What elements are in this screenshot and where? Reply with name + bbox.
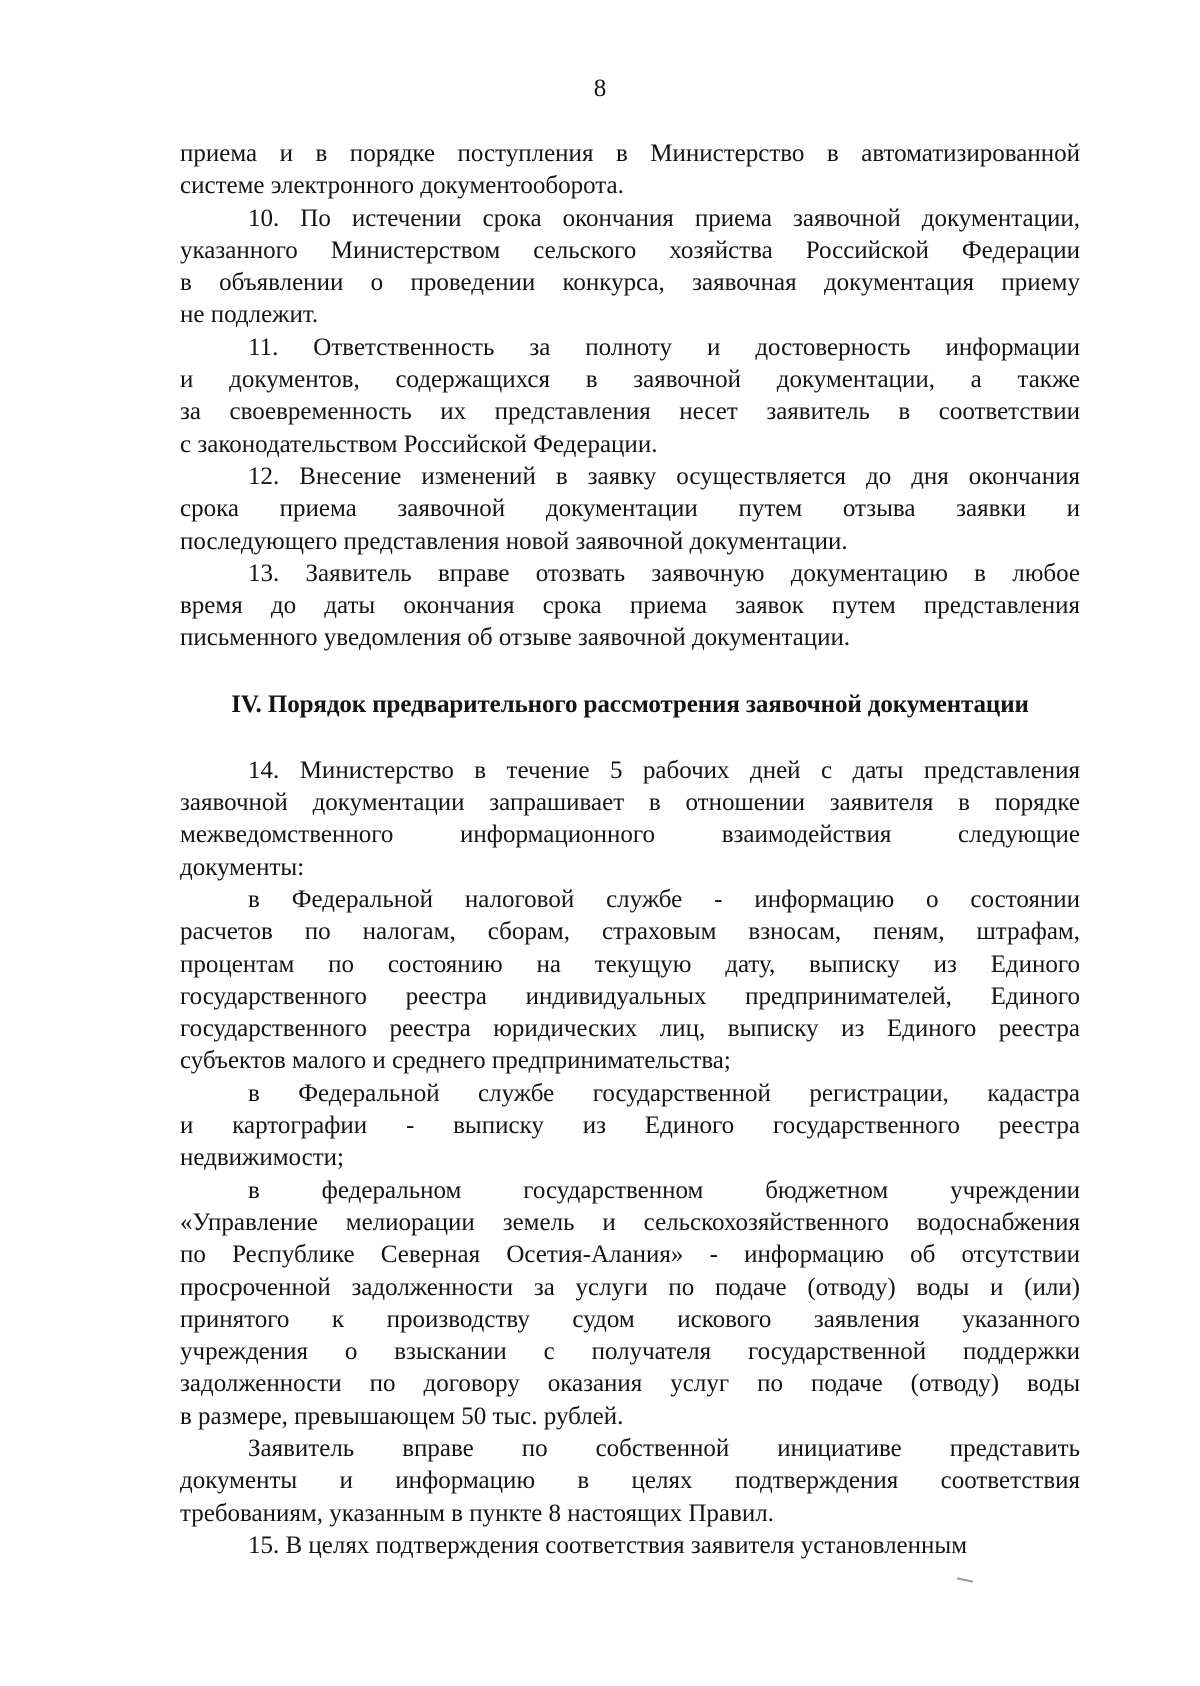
text-line: указанного Министерством сельского хозяйства Российской Федерации	[180, 236, 1080, 264]
text-line: «Управление мелиорации земель и сельскохозяйственного водоснабжения	[180, 1208, 1080, 1236]
text-line: межведомственного информационного взаимодействия следующие	[180, 821, 1080, 849]
text-line: 15. В целях подтверждения соответствия заявителя установленным	[248, 1531, 968, 1559]
text-line: 10. По истечении срока окончания приема заявочной документации,	[248, 204, 1080, 232]
scan-artifact-mark	[957, 1577, 973, 1582]
text-line: не подлежит.	[180, 301, 319, 329]
text-line: 12. Внесение изменений в заявку осуществляется до дня окончания	[248, 462, 1080, 490]
text-line: 13. Заявитель вправе отозвать заявочную документацию в любое	[248, 559, 1080, 587]
text-line: в размере, превышающем 50 тыс. рублей.	[180, 1402, 624, 1430]
section-heading: IV. Порядок предварительного рассмотрения заявочной документации	[231, 690, 1029, 718]
text-line: в Федеральной налоговой службе - информацию о состоянии	[248, 885, 1080, 913]
text-line: последующего представления новой заявочной документации.	[180, 527, 848, 555]
text-line: учреждения о взыскании с получателя государственной поддержки	[180, 1338, 1080, 1366]
text-line: документы:	[180, 853, 305, 881]
paragraphs-after-heading	[180, 755, 1080, 1562]
text-line: в Федеральной службе государственной регистрации, кадастра	[248, 1079, 1080, 1107]
paragraphs-before-heading	[180, 138, 1080, 655]
text-line: принятого к производству судом искового заявления указанного	[180, 1305, 1080, 1333]
text-line: в объявлении о проведении конкурса, заявочная документация приему	[180, 269, 1080, 297]
text-line: системе электронного документооборота.	[180, 172, 624, 200]
document-body	[180, 138, 1080, 1562]
text-line: Заявитель вправе по собственной инициативе представить	[248, 1434, 1080, 1462]
text-line: 11. Ответственность за полноту и достоверность информации	[248, 333, 1080, 361]
text-line: за своевременность их представления несет заявитель в соответствии	[180, 398, 1080, 426]
text-line: заявочной документации запрашивает в отношении заявителя в порядке	[180, 789, 1080, 817]
page-number: 8	[593, 75, 607, 102]
text-line: приема и в порядке поступления в Министерство в автоматизированной	[180, 140, 1080, 167]
text-line: и документов, содержащихся в заявочной документации, а также	[180, 366, 1080, 394]
text-line: требованиям, указанным в пункте 8 настоящих Правил.	[180, 1499, 774, 1527]
text-line: задолженности по договору оказания услуг по подаче (отводу) воды	[180, 1370, 1080, 1398]
text-line: с законодательством Российской Федерации.	[180, 430, 658, 458]
text-line: расчетов по налогам, сборам, страховым взносам, пеням, штрафам,	[180, 918, 1080, 946]
text-line: время до даты окончания срока приема заявок путем представления	[180, 592, 1080, 620]
text-line: документы и информацию в целях подтверждения соответствия	[180, 1467, 1080, 1495]
text-line: по Республике Северная Осетия-Алания» - информацию об отсутствии	[180, 1241, 1080, 1269]
text-line: государственного реестра индивидуальных предпринимателей, Единого	[180, 982, 1080, 1010]
text-line: недвижимости;	[180, 1144, 344, 1172]
text-line: процентам по состоянию на текущую дату, выписку из Единого	[180, 950, 1080, 978]
text-line: просроченной задолженности за услуги по подаче (отводу) воды и (или)	[180, 1273, 1080, 1301]
text-line: субъектов малого и среднего предпринимательства;	[180, 1047, 731, 1075]
text-line: 14. Министерство в течение 5 рабочих дней с даты представления	[248, 756, 1080, 784]
text-line: письменного уведомления об отзыве заявочной документации.	[180, 624, 851, 652]
text-line: государственного реестра юридических лиц, выписку из Единого реестра	[180, 1015, 1080, 1043]
text-line: в федеральном государственном бюджетном учреждении	[248, 1176, 1080, 1204]
text-line: срока приема заявочной документации путем отзыва заявки и	[180, 495, 1080, 523]
text-line: и картографии - выписку из Единого государственного реестра	[180, 1112, 1080, 1140]
